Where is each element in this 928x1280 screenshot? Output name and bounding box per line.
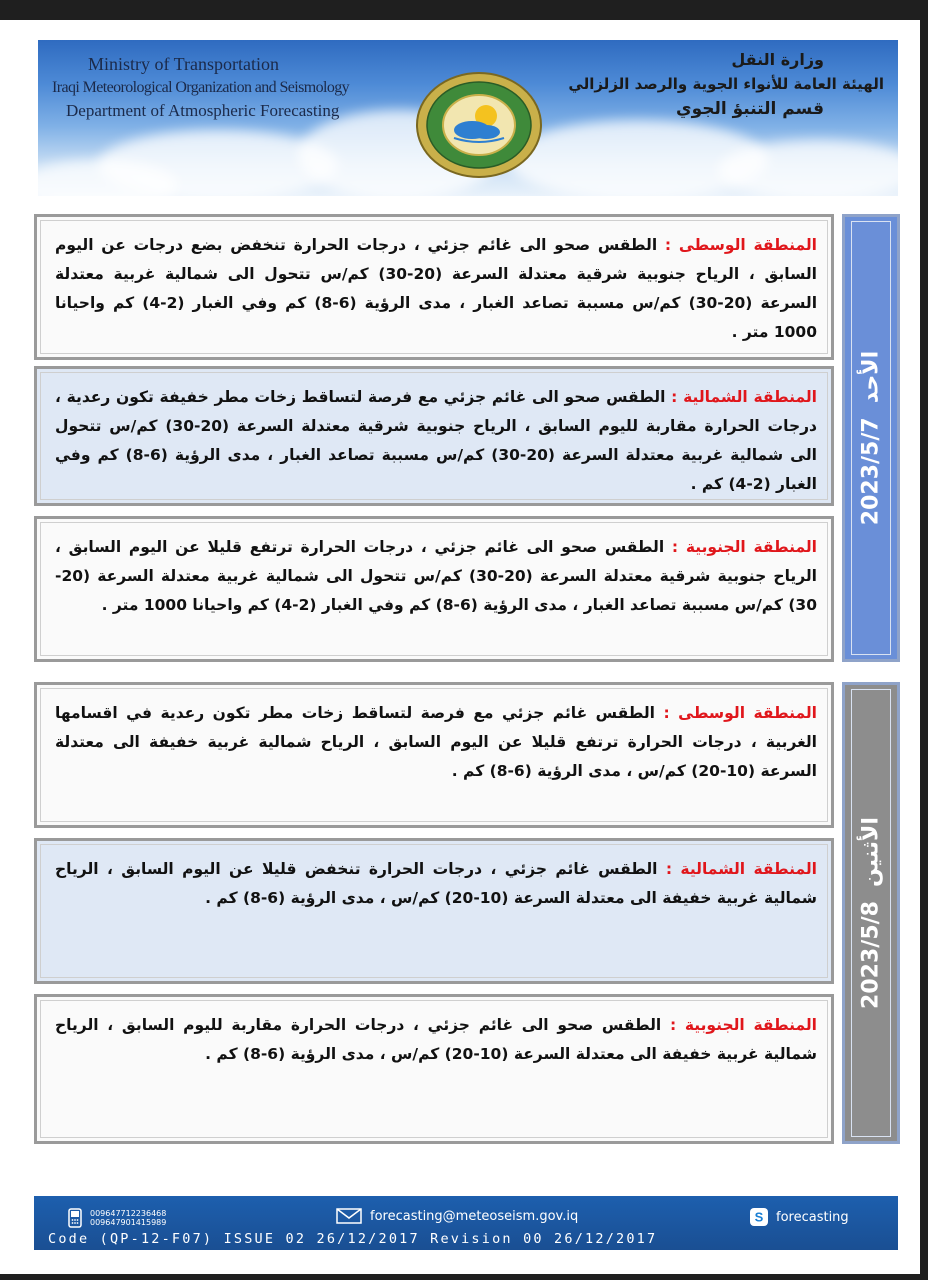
day-tab-sunday — [842, 214, 900, 662]
header-english-block — [52, 54, 352, 121]
day-date: 2023/5/7 — [858, 417, 884, 526]
footer-email — [336, 1208, 578, 1224]
phone-icon — [68, 1208, 82, 1228]
day-name: الأحد — [858, 350, 884, 404]
day-label — [859, 351, 884, 525]
top-frame-bar — [0, 0, 928, 20]
day-label — [859, 817, 884, 1009]
document-code-line: Code (QP-12-F07) ISSUE 02 26/12/2017 Revision 00 26/12/2017 — [48, 1231, 658, 1247]
phone-number: 009647712236468 — [90, 1209, 167, 1218]
skype-icon — [750, 1208, 768, 1226]
region-forecast-text: الطقس صحو الى غائم جزئي مع فرصة لتساقط زخات مطر خفيفة تكون رعدية ، درجات الحرارة مقاربة لليوم السابق ، الرياح جنوبية شرقية معتدلة السرعة (20-30) كم/س تتحول الى شمالية غربية معتدلة السرعة (20-30) كم/س مسببة تصاعد الغبار ، مدى الرؤية (6-8) كم وفي الغبار (2-4) كم . — [55, 388, 817, 493]
footer-phones — [68, 1208, 166, 1228]
region-forecast-text: الطقس صحو الى غائم جزئي ، درجات الحرارة تنخفض بضع درجات عن اليوم السابق ، الرياح جنوبية شرقية معتدلة السرعة (20-30) كم/س تتحول الى شمالية غربية معتدلة السرعة (20-30) كم/س مسببة تصاعد الغبار ، مدى الرؤية (6-8) كم وفي الغبار (2-4) كم واحيانا 1000 متر . — [55, 236, 818, 341]
organization-name-ar: الهيئة العامة للأنواء الجوية والرصد الزلزالي — [568, 75, 884, 93]
region-name: المنطقة الجنوبية : — [671, 538, 817, 556]
region-south-day1 — [34, 516, 834, 662]
region-name: المنطقة الوسطى : — [663, 704, 817, 722]
organization-name-en: Iraqi Meteorological Organization and Seismology — [52, 79, 350, 96]
region-forecast-text: الطقس غائم جزئي ، درجات الحرارة تنخفض قليلا عن اليوم السابق ، الرياح شمالية غربية خفيفة الى معتدلة السرعة (10-20) كم/س ، مدى الرؤية (6-8) كم . — [55, 860, 817, 907]
region-forecast-text: الطقس غائم جزئي مع فرصة لتساقط زخات مطر تكون رعدية في اقسامها الغربية ، درجات الحرارة ترتفع قليلا عن اليوم السابق ، الرياح شمالية غربية خفيفة الى معتدلة السرعة (10-20) كم/س ، مدى الرؤية (6-8) كم . — [55, 704, 817, 780]
region-name: المنطقة الجنوبية : — [669, 1016, 817, 1034]
envelope-icon — [336, 1208, 362, 1224]
ministry-name-ar: وزارة النقل — [731, 50, 824, 69]
region-forecast-text: الطقس صحو الى غائم جزئي ، درجات الحرارة ترتفع قليلا عن اليوم السابق ، الرياح جنوبية شرقية معتدلة السرعة (20-30) كم/س تتحول الى شمالية غربية معتدلة السرعة (20-30) كم/س مسببة تصاعد الغبار ، مدى الرؤية (6-8) كم وفي الغبار (2-4) كم واحيانا 1000 متر . — [55, 538, 817, 614]
skype-handle: forecasting — [776, 1209, 849, 1225]
region-north-day2 — [34, 838, 834, 984]
svg-text:S: S — [754, 1209, 764, 1225]
header-arabic-block — [564, 50, 884, 119]
region-south-day2 — [34, 994, 834, 1144]
day-date: 2023/5/8 — [858, 901, 884, 1009]
region-central-day1 — [34, 214, 834, 360]
region-north-day1 — [34, 366, 834, 506]
header-banner — [38, 40, 898, 196]
region-forecast-text: الطقس صحو الى غائم جزئي ، درجات الحرارة مقاربة لليوم السابق ، الرياح شمالية غربية خفيفة الى معتدلة السرعة (10-20) كم/س ، مدى الرؤية (6-8) كم . — [55, 1016, 817, 1063]
right-frame-edge — [920, 0, 928, 1280]
department-name-ar: قسم التنبؤ الجوي — [676, 99, 824, 119]
region-name: المنطقة الشمالية : — [665, 860, 817, 878]
footer-skype — [750, 1208, 849, 1226]
organization-seal-icon — [414, 70, 544, 180]
phone-number: 009647901415989 — [90, 1218, 167, 1227]
day-name: الأثنين — [858, 817, 884, 888]
footer-bar — [34, 1196, 898, 1250]
bottom-frame-edge — [0, 1274, 928, 1280]
ministry-name-en: Ministry of Transportation — [88, 54, 280, 74]
region-name: المنطقة الشمالية : — [671, 388, 817, 406]
region-name: المنطقة الوسطى : — [664, 236, 817, 254]
day-tab-monday — [842, 682, 900, 1144]
day-group-sunday — [34, 214, 900, 662]
region-central-day2 — [34, 682, 834, 828]
department-name-en: Department of Atmospheric Forecasting — [66, 101, 340, 120]
email-address: forecasting@meteoseism.gov.iq — [370, 1208, 579, 1224]
day-group-monday — [34, 682, 900, 1150]
